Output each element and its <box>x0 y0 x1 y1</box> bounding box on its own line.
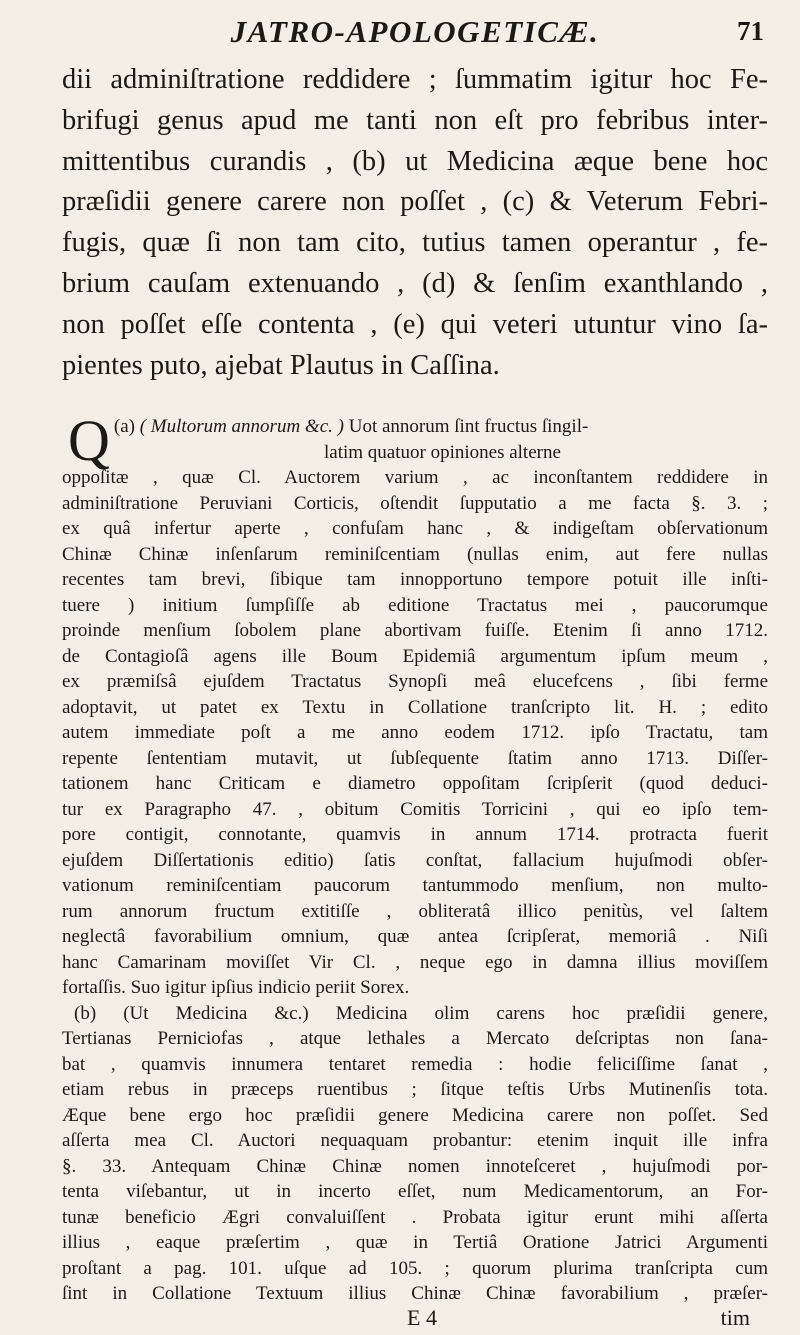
note-line: proinde menſium ſobolem plane abortivam fuiſſe. Etenim ſi anno 1712. <box>62 620 768 642</box>
main-paragraph <box>62 60 768 386</box>
signature-mark: E 4 <box>407 1304 437 1330</box>
note-line: pore contigit, connotante, quamvis in annum 1714. protracta fuerit <box>62 824 768 846</box>
note-line: fortaſſis. Suo igitur ipſius indicio periit Sorex. <box>62 977 410 999</box>
note-a-second-line: latim quatuor opiniones alterne <box>324 441 561 463</box>
note-line: Tertianas Perniciofas , atque lethales a Mercato deſcriptas non ſana- <box>62 1028 768 1050</box>
note-line: tenta viſebantur, ut in incerto eſſet, num Medicamentorum, an For- <box>62 1181 768 1203</box>
note-line: tunæ beneficio Ægri convaluiſſent . Probata igitur erunt mihi aſſerta <box>62 1206 768 1228</box>
note-line: vationum reminiſcentiam paucorum tantummodo menſium, non multo- <box>62 875 768 897</box>
note-line: ejuſdem Diſſertationis editio) ſatis conſtat, fallacium hujuſmodi obſer- <box>62 849 768 871</box>
note-line: recentes tam brevi, ſibique tam innopportuno tempore potuit ille inſti- <box>62 569 768 591</box>
main-line: non poſſet eſſe contenta , (e) qui veteri utuntur vino ſa- <box>62 308 768 340</box>
note-line: §. 33. Antequam Chinæ Chinæ nomen innoteſceret , hujuſmodi por- <box>62 1155 768 1177</box>
catchword: tim <box>720 1304 750 1330</box>
note-line: (b) (Ut Medicina &c.) Medicina olim carens hoc præſidii genere, <box>74 1002 768 1024</box>
running-head <box>62 14 768 60</box>
main-line: brium cauſam extenuando , (d) & ſenſim exanthlando , <box>62 267 768 299</box>
note-line: ex præmiſsâ ejuſdem Tractatus Synopſi meâ elucefcens , ſibi ferme <box>62 671 768 693</box>
note-line: adoptavit, ut patet ex Textu in Collatione tranſcripto lit. H. ; edito <box>62 696 768 718</box>
note-a <box>62 408 768 1001</box>
main-line: fugis, quæ ſi non tam cito, tutius tamen operantur , fe- <box>62 227 768 259</box>
note-line: autem immediate poſt a me anno eodem 1712. ipſo Tractatu, tam <box>62 722 768 744</box>
main-line: pientes puto, ajebat Plautus in Caſſina. <box>62 349 500 381</box>
main-line: mittentibus curandis , (b) ut Medicina æque bene hoc <box>62 145 768 177</box>
note-line: tationem hanc Criticam e diametro oppoſitam ſcripſerit (quod deduci- <box>62 773 768 795</box>
note-a-lemma: ( Multorum annorum &c. ) <box>139 416 344 438</box>
note-line: aſſerta mea Cl. Auctori nequaquam probantur: etenim inquit ille infra <box>62 1130 768 1152</box>
note-line: hanc Camarinam moviſſet Vir Cl. , neque ego in damna illius moviſſem <box>62 951 768 973</box>
note-line: oppoſitæ , quæ Cl. Auctorem varium , ac inconſtantem reddidere in <box>62 467 768 489</box>
note-line: de Contagioſâ agens ille Boum Epidemiâ argumentum ipſum meum , <box>62 645 768 667</box>
note-line: illius , eaque præſertim , quæ in Tertiâ Oratione Jatrici Argumenti <box>62 1232 768 1254</box>
running-title: JATRO-APOLOGETICÆ. <box>230 14 600 49</box>
note-a-marker: (a) <box>113 416 135 438</box>
note-line: neglectâ favorabilium omnium, quæ antea ſcripſerat, memoriâ . Niſi <box>62 926 768 948</box>
note-line: bat , quamvis innumera tentaret remedia : hodie feliciſſime ſanat , <box>62 1053 768 1075</box>
note-line: Chinæ Chinæ inſenſarum reminiſcentiam (nullas enim, aut fere nullas <box>62 543 768 565</box>
main-line: dii adminiſtratione reddidere ; ſummatim igitur hoc Fe- <box>62 64 768 95</box>
note-line: rum annorum fructum extitiſſe , obliteratâ illico penitùs, vel ſaltem <box>62 900 768 922</box>
footnotes <box>62 408 768 1335</box>
page-footer <box>62 1304 768 1335</box>
note-line: Æque bene ergo hoc præſidii genere Medicina carere non poſſet. Sed <box>62 1104 768 1126</box>
note-line: ſint in Collatione Textuum illius Chinæ Chinæ favorabilium , præſer- <box>62 1283 768 1305</box>
note-line: tuere ) initium ſumpſiſſe ab editione Tractatus mei , paucorumque <box>62 594 768 616</box>
note-line: tur ex Paragrapho 47. , obitum Comitis Torricini , qui eo ipſo tem- <box>62 798 768 820</box>
note-line: ex quâ infertur aperte , confuſam hanc , & indigeſtam obſervationum <box>62 518 768 540</box>
page-number: 71 <box>737 16 764 46</box>
note-b <box>62 1001 768 1307</box>
note-line: etiam rebus in præceps ruentibus ; ſitque teſtis Urbs Mutinenſis tota. <box>62 1079 768 1101</box>
note-line: repente ſententiam mutavit, ut ſubſequente ſtatim anno 1713. Diſſer- <box>62 747 768 769</box>
main-line: præſidii genere carere non poſſet , (c) & Veterum Febri- <box>62 186 768 218</box>
dropcap-letter: Q <box>68 408 110 474</box>
note-a-head-rest: Uot annorum ſint fructus ſingil- <box>348 416 589 438</box>
note-line: proſtant a pag. 101. uſque ad 105. ; quorum plurima tranſcripta cum <box>62 1257 768 1279</box>
book-page <box>62 14 768 1330</box>
note-line: adminiſtratione Peruviani Corticis, oſtendit ſupputatio a me facta §. 3. ; <box>62 492 768 514</box>
main-line: brifugi genus apud me tanti non eſt pro febribus inter- <box>62 104 768 136</box>
